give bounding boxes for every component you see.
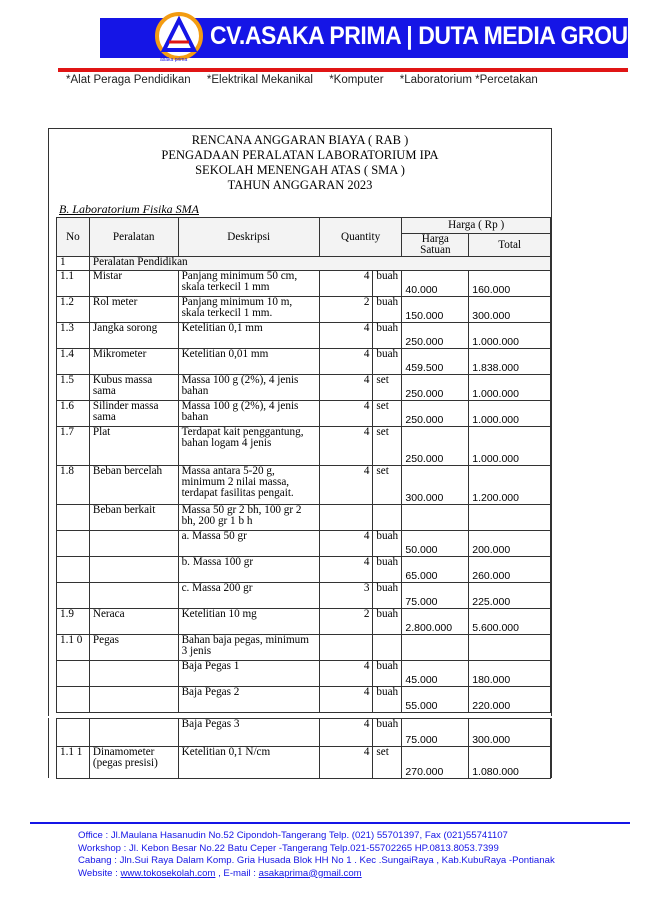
table-row bbox=[57, 719, 551, 747]
cell-harga-satuan: 459.500 bbox=[402, 349, 469, 375]
tagline-item: *Alat Peraga Pendidikan bbox=[66, 74, 191, 86]
title-line: PENGADAAN PERALATAN LABORATORIUM IPA bbox=[161, 148, 439, 162]
cell-peralatan: Silinder massa sama bbox=[89, 401, 178, 427]
cell-harga-satuan: 300.000 bbox=[402, 466, 469, 505]
company-footer bbox=[78, 830, 555, 880]
cell-deskripsi: Massa 100 g (2%), 4 jenis bahan bbox=[178, 401, 319, 427]
cell-unit: buah bbox=[373, 719, 402, 747]
cell-peralatan: Rol meter bbox=[89, 297, 178, 323]
cell-peralatan bbox=[89, 661, 178, 687]
cell-total: 160.000 bbox=[469, 271, 551, 297]
table-row bbox=[57, 609, 551, 635]
cell-total: 1.000.000 bbox=[469, 427, 551, 466]
cell-harga-satuan: 45.000 bbox=[402, 661, 469, 687]
group-row bbox=[57, 257, 551, 271]
cell-peralatan: Jangka sorong bbox=[89, 323, 178, 349]
tagline-item: *Laboratorium *Percetakan bbox=[399, 74, 538, 86]
cell-deskripsi: Terdapat kait penggantung, bahan logam 4 jenis bbox=[178, 427, 319, 466]
cell-total: 220.000 bbox=[469, 687, 551, 713]
cell-qty: 4 bbox=[319, 687, 373, 713]
cell-unit: buah bbox=[373, 349, 402, 375]
cell-harga-satuan bbox=[402, 635, 469, 661]
cell-qty: 4 bbox=[319, 323, 373, 349]
title-line: TAHUN ANGGARAN 2023 bbox=[227, 178, 373, 192]
cell-peralatan bbox=[89, 687, 178, 713]
cell-no: 1.1 bbox=[57, 271, 90, 297]
asaka-logo-icon bbox=[154, 12, 204, 62]
table-row bbox=[57, 271, 551, 297]
cell-harga-satuan: 40.000 bbox=[402, 271, 469, 297]
cell-qty bbox=[319, 505, 373, 531]
cell-no: 1.4 bbox=[57, 349, 90, 375]
document-title bbox=[49, 133, 551, 193]
cell-qty: 4 bbox=[319, 271, 373, 297]
logo-caption: asaka prima bbox=[160, 57, 188, 63]
cell-deskripsi: Ketelitian 0,01 mm bbox=[178, 349, 319, 375]
title-line: RENCANA ANGGARAN BIAYA ( RAB ) bbox=[191, 133, 409, 147]
col-header-deskripsi: Deskripsi bbox=[178, 218, 319, 257]
cell-qty: 4 bbox=[319, 719, 373, 747]
cell-no: 1.2 bbox=[57, 297, 90, 323]
cell-no bbox=[57, 687, 90, 713]
cell-qty bbox=[319, 635, 373, 661]
table-row bbox=[57, 583, 551, 609]
cell-no: 1.5 bbox=[57, 375, 90, 401]
cell-deskripsi: Bahan baja pegas, minimum 3 jenis bbox=[178, 635, 319, 661]
cell-no: 1.7 bbox=[57, 427, 90, 466]
group-no: 1 bbox=[57, 257, 90, 271]
table-row bbox=[57, 375, 551, 401]
cell-peralatan: Beban berkait bbox=[89, 505, 178, 531]
cell-qty: 3 bbox=[319, 583, 373, 609]
cell-qty: 4 bbox=[319, 747, 373, 779]
email-link[interactable]: asakaprima@gmail.com bbox=[258, 867, 362, 879]
cell-deskripsi: b. Massa 100 gr bbox=[178, 557, 319, 583]
brand-name: CV.ASAKA PRIMA | DUTA MEDIA GROUP bbox=[210, 22, 643, 50]
cell-harga-satuan: 250.000 bbox=[402, 375, 469, 401]
cell-harga-satuan: 2.800.000 bbox=[402, 609, 469, 635]
tagline-item: *Komputer bbox=[329, 74, 384, 86]
workshop-address: Workshop : Jl. Kebon Besar No.22 Batu Ceper -Tangerang Telp.021-55702265 HP.0813.8053.7399 bbox=[78, 842, 499, 854]
table-row bbox=[57, 747, 551, 779]
cell-total: 180.000 bbox=[469, 661, 551, 687]
cell-qty: 4 bbox=[319, 557, 373, 583]
cell-unit: buah bbox=[373, 609, 402, 635]
col-header-total: Total bbox=[469, 234, 551, 257]
cell-harga-satuan: 270.000 bbox=[402, 747, 469, 779]
rab-table bbox=[56, 217, 551, 713]
cell-harga-satuan: 150.000 bbox=[402, 297, 469, 323]
cell-total: 225.000 bbox=[469, 583, 551, 609]
cell-deskripsi: Baja Pegas 1 bbox=[178, 661, 319, 687]
cell-qty: 4 bbox=[319, 661, 373, 687]
cell-deskripsi: Baja Pegas 2 bbox=[178, 687, 319, 713]
footer-divider bbox=[30, 822, 630, 824]
col-header-no: No bbox=[57, 218, 90, 257]
cell-unit: buah bbox=[373, 531, 402, 557]
col-header-quantity: Quantity bbox=[319, 218, 402, 257]
cell-harga-satuan bbox=[402, 505, 469, 531]
cell-deskripsi: Panjang minimum 50 cm, skala terkecil 1 mm bbox=[178, 271, 319, 297]
cell-no bbox=[57, 583, 90, 609]
cell-no bbox=[57, 661, 90, 687]
cell-peralatan bbox=[89, 557, 178, 583]
cell-no: 1.8 bbox=[57, 466, 90, 505]
cell-qty: 2 bbox=[319, 297, 373, 323]
cell-peralatan: Kubus massa sama bbox=[89, 375, 178, 401]
cell-deskripsi: c. Massa 200 gr bbox=[178, 583, 319, 609]
cell-peralatan: Beban bercelah bbox=[89, 466, 178, 505]
cell-deskripsi: Massa 100 g (2%), 4 jenis bahan bbox=[178, 375, 319, 401]
contact-line bbox=[78, 868, 555, 881]
col-header-peralatan: Peralatan bbox=[89, 218, 178, 257]
branch-address: Cabang : Jln.Sui Raya Dalam Komp. Gria Husada Blok HH No 1 . Kec .SungaiRaya , Kab.KubuRaya -Pontianak bbox=[78, 855, 555, 866]
cell-total: 260.000 bbox=[469, 557, 551, 583]
table-row bbox=[57, 401, 551, 427]
tagline-item: *Elektrikal Mekanikal bbox=[206, 74, 313, 86]
cell-total: 1.838.000 bbox=[469, 349, 551, 375]
header-divider bbox=[58, 68, 628, 72]
office-address: Office : Jl.Maulana Hasanudin No.52 Cipondoh-Tangerang Telp. (021) 55701397, Fax (021)55741107 bbox=[78, 830, 508, 841]
cell-total bbox=[469, 505, 551, 531]
cell-deskripsi: Baja Pegas 3 bbox=[178, 719, 319, 747]
cell-qty: 4 bbox=[319, 375, 373, 401]
cell-no: 1.3 bbox=[57, 323, 90, 349]
table-row bbox=[57, 635, 551, 661]
cell-deskripsi: Ketelitian 10 mg bbox=[178, 609, 319, 635]
cell-total: 1.200.000 bbox=[469, 466, 551, 505]
title-line: SEKOLAH MENENGAH ATAS ( SMA ) bbox=[195, 163, 405, 177]
table-row bbox=[57, 466, 551, 505]
cell-total: 1.080.000 bbox=[469, 747, 551, 779]
cell-unit: buah bbox=[373, 271, 402, 297]
rab-table-continued bbox=[56, 718, 551, 779]
cell-unit: set bbox=[373, 747, 402, 779]
table-row bbox=[57, 531, 551, 557]
table-row bbox=[57, 297, 551, 323]
table-row bbox=[57, 557, 551, 583]
cell-harga-satuan: 65.000 bbox=[402, 557, 469, 583]
cell-no: 1.6 bbox=[57, 401, 90, 427]
col-header-harga: Harga ( Rp ) bbox=[402, 218, 551, 234]
cell-deskripsi: Massa 50 gr 2 bh, 100 gr 2 bh, 200 gr 1 b h bbox=[178, 505, 319, 531]
cell-no bbox=[57, 719, 90, 747]
cell-qty: 4 bbox=[319, 531, 373, 557]
cell-unit: set bbox=[373, 427, 402, 466]
table-row bbox=[57, 323, 551, 349]
cell-unit: buah bbox=[373, 687, 402, 713]
cell-peralatan: Neraca bbox=[89, 609, 178, 635]
cell-total: 300.000 bbox=[469, 297, 551, 323]
cell-unit: buah bbox=[373, 323, 402, 349]
cell-total: 1.000.000 bbox=[469, 401, 551, 427]
cell-peralatan: Dinamometer (pegas presisi) bbox=[89, 747, 178, 779]
cell-unit: buah bbox=[373, 557, 402, 583]
cell-unit: buah bbox=[373, 661, 402, 687]
cell-unit: set bbox=[373, 401, 402, 427]
table-row bbox=[57, 661, 551, 687]
cell-total: 200.000 bbox=[469, 531, 551, 557]
cell-harga-satuan: 250.000 bbox=[402, 427, 469, 466]
cell-harga-satuan: 55.000 bbox=[402, 687, 469, 713]
cell-total bbox=[469, 635, 551, 661]
group-label: Peralatan Pendidikan bbox=[89, 257, 550, 271]
cell-no: 1.9 bbox=[57, 609, 90, 635]
cell-total: 1.000.000 bbox=[469, 323, 551, 349]
table-row bbox=[57, 505, 551, 531]
table-row bbox=[57, 349, 551, 375]
cell-peralatan: Mikrometer bbox=[89, 349, 178, 375]
cell-qty: 4 bbox=[319, 349, 373, 375]
cell-peralatan: Mistar bbox=[89, 271, 178, 297]
cell-peralatan bbox=[89, 719, 178, 747]
cell-deskripsi: Ketelitian 0,1 mm bbox=[178, 323, 319, 349]
cell-peralatan: Pegas bbox=[89, 635, 178, 661]
cell-deskripsi: a. Massa 50 gr bbox=[178, 531, 319, 557]
cell-harga-satuan: 250.000 bbox=[402, 323, 469, 349]
tagline-row bbox=[66, 74, 551, 86]
table-row bbox=[57, 427, 551, 466]
cell-total: 5.600.000 bbox=[469, 609, 551, 635]
cell-no bbox=[57, 531, 90, 557]
cell-deskripsi: Ketelitian 0,1 N/cm bbox=[178, 747, 319, 779]
cell-harga-satuan: 250.000 bbox=[402, 401, 469, 427]
cell-deskripsi: Massa antara 5-20 g, minimum 2 nilai massa, terdapat fasilitas pengait. bbox=[178, 466, 319, 505]
cell-qty: 2 bbox=[319, 609, 373, 635]
cell-unit: buah bbox=[373, 583, 402, 609]
email-label: , E-mail : bbox=[218, 867, 256, 879]
rab-document-continued bbox=[48, 718, 552, 778]
section-heading: B. Laboratorium Fisika SMA bbox=[59, 202, 199, 216]
website-label: Website : bbox=[78, 867, 118, 879]
cell-harga-satuan: 50.000 bbox=[402, 531, 469, 557]
col-header-harga-satuan: Harga Satuan bbox=[402, 234, 469, 257]
cell-peralatan bbox=[89, 531, 178, 557]
cell-total: 300.000 bbox=[469, 719, 551, 747]
cell-total: 1.000.000 bbox=[469, 375, 551, 401]
cell-harga-satuan: 75.000 bbox=[402, 719, 469, 747]
cell-qty: 4 bbox=[319, 427, 373, 466]
table-row bbox=[57, 687, 551, 713]
rab-document bbox=[48, 128, 552, 716]
cell-peralatan: Plat bbox=[89, 427, 178, 466]
cell-qty: 4 bbox=[319, 466, 373, 505]
cell-no: 1.1 0 bbox=[57, 635, 90, 661]
cell-unit: set bbox=[373, 466, 402, 505]
cell-unit bbox=[373, 505, 402, 531]
cell-unit: set bbox=[373, 375, 402, 401]
cell-harga-satuan: 75.000 bbox=[402, 583, 469, 609]
cell-unit: buah bbox=[373, 297, 402, 323]
cell-unit bbox=[373, 635, 402, 661]
website-link[interactable]: www.tokosekolah.com bbox=[120, 867, 216, 879]
cell-no: 1.1 1 bbox=[57, 747, 90, 779]
cell-peralatan bbox=[89, 583, 178, 609]
cell-no bbox=[57, 505, 90, 531]
cell-no bbox=[57, 557, 90, 583]
cell-qty: 4 bbox=[319, 401, 373, 427]
cell-deskripsi: Panjang minimum 10 m, skala terkecil 1 mm. bbox=[178, 297, 319, 323]
